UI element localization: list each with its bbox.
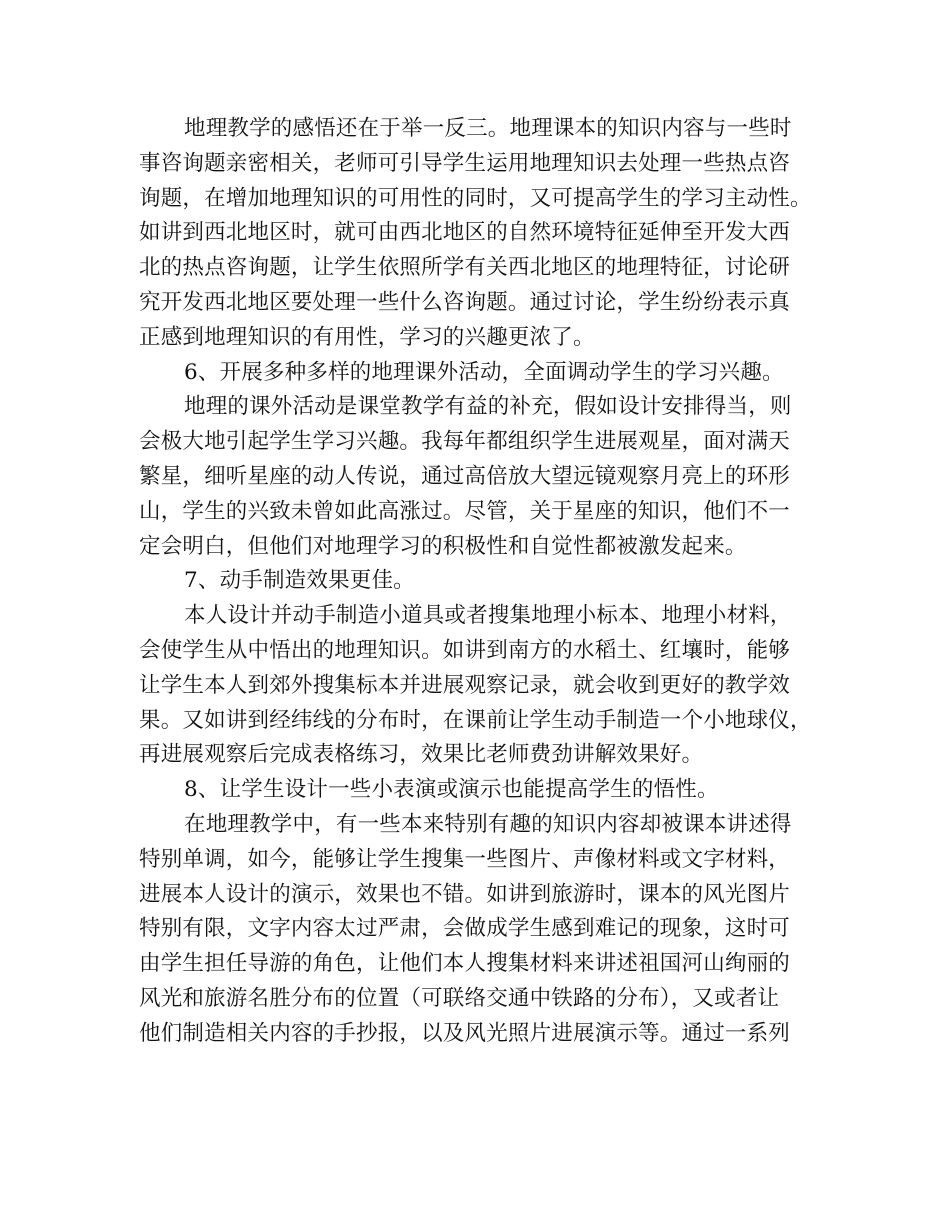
paragraph-line: 定会明白，但他们对地理学习的积极性和自觉性都被激发起来。 xyxy=(139,533,747,559)
paragraph-line: 果。又如讲到经纬线的分布时，在课前让学生动手制造一个小地球仪， xyxy=(139,707,812,733)
paragraph-line: 特别单调，如今，能够让学生搜集一些图片、声像材料或文字材料， xyxy=(139,846,791,872)
paragraph-line: 会极大地引起学生学习兴趣。我每年都组织学生进展观星，面对满天 xyxy=(139,429,791,455)
paragraph-line: 如讲到西北地区时，就可由西北地区的自然环境特征延伸至开发大西 xyxy=(139,220,791,246)
paragraph-line: 本人设计并动手制造小道具或者搜集地理小标本、地理小材料， xyxy=(184,603,792,629)
section-heading: 8、让学生设计一些小表演或演示也能提高学生的悟性。 xyxy=(184,777,719,803)
section-heading: 6、开展多种多样的地理课外活动，全面调动学生的学习兴趣。 xyxy=(184,359,784,385)
paragraph-line: 究开发西北地区要处理一些什么咨询题。通过讨论，学生纷纷表示真 xyxy=(139,289,791,315)
paragraph-line: 进展本人设计的演示，效果也不错。如讲到旅游时，课本的风光图片 xyxy=(139,881,791,907)
paragraph-line: 山，学生的兴致未曾如此高涨过。尽管，关于星座的知识，他们不一 xyxy=(139,498,791,524)
paragraph-line: 地理教学的感悟还在于举一反三。地理课本的知识内容与一些时 xyxy=(184,116,792,141)
paragraph-line: 由学生担任导游的角色，让他们本人搜集材料来讲述祖国河山绚丽的 xyxy=(139,951,791,977)
paragraph-line: 会使学生从中悟出的地理知识。如讲到南方的水稻土、红壤时，能够 xyxy=(139,637,791,663)
paragraph-line: 询题，在增加地理知识的可用性的同时，又可提高学生的学习主动性。 xyxy=(139,185,812,211)
paragraph-line: 正感到地理知识的有用性，学习的兴趣更浓了。 xyxy=(139,324,595,350)
paragraph-line: 再进展观察后完成表格练习，效果比老师费劲讲解效果好。 xyxy=(139,742,704,768)
body-text xyxy=(139,112,829,1052)
paragraph-line: 繁星，细听星座的动人传说，通过高倍放大望远镜观察月亮上的环形 xyxy=(139,463,791,489)
paragraph-line: 特别有限，文字内容太过严肃，会做成学生感到难记的现象，这时可 xyxy=(139,916,791,942)
paragraph-line: 北的热点咨询题，让学生依照所学有关西北地区的地理特征，讨论研 xyxy=(139,255,791,281)
paragraph-line: 在地理教学中，有一些本来特别有趣的知识内容却被课本讲述得 xyxy=(184,811,792,837)
section-heading: 7、动手制造效果更佳。 xyxy=(184,568,415,594)
paragraph-line: 地理的课外活动是课堂教学有益的补充，假如设计安排得当，则 xyxy=(184,394,792,420)
paragraph-line: 风光和旅游名胜分布的位置（可联络交通中铁路的分布），又或者让 xyxy=(139,985,780,1011)
paragraph-line: 事咨询题亲密相关，老师可引导学生运用地理知识去处理一些热点咨 xyxy=(139,150,791,176)
paragraph-line: 他们制造相关内容的手抄报，以及风光照片进展演示等。通过一系列 xyxy=(139,1020,791,1046)
paragraph-line: 让学生本人到郊外搜集标本并进展观察记录，就会收到更好的教学效 xyxy=(139,672,791,698)
